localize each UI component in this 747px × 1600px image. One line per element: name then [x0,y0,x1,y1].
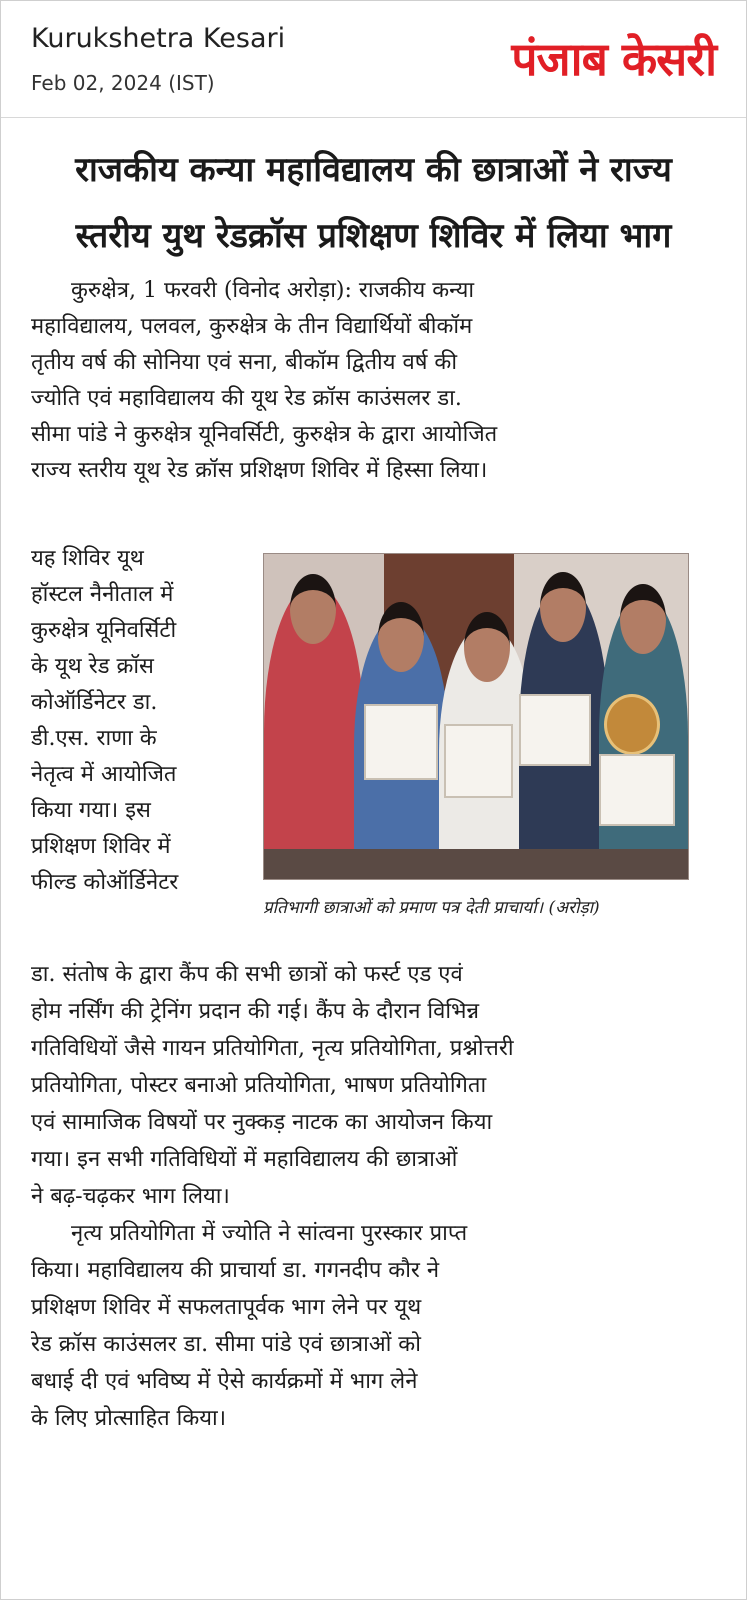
person-head [540,572,586,642]
paragraph-line: रेड क्रॉस काउंसलर डा. सीमा पांडे एवं छात्राओं को [31,1332,421,1357]
newspaper-logo: पंजाब केसरी [511,32,716,86]
headline-line-2: स्तरीय युथ रेडक्रॉस प्रशिक्षण शिविर में लिया भाग [75,216,672,256]
paragraph-line: किया गया। इस [31,798,151,823]
paragraph-line: नृत्य प्रतियोगिता में ज्योति ने सांत्वना पुरस्कार प्राप्त [71,1221,468,1246]
paragraph-line: कुरुक्षेत्र, 1 फरवरी (विनोद अरोड़ा): राजकीय कन्या [71,278,475,303]
person-head [464,612,510,682]
paragraph-line: होम नर्सिंग की ट्रेनिंग प्रदान की गई। कैंप के दौरान विभिन्न [31,999,480,1024]
headline-line-1: राजकीय कन्या महाविद्यालय की छात्राओं ने राज्य [75,150,672,190]
paragraph-line: तृतीय वर्ष की सोनिया एवं सना, बीकॉम द्वितीय वर्ष की [31,350,458,375]
paragraph-line: कुरुक्षेत्र यूनिवर्सिटी [31,618,177,643]
person-head [290,574,336,644]
paragraph-line: डा. संतोष के द्वारा कैंप की सभी छात्रों को फर्स्ट एड एवं [31,962,463,987]
paragraph-line: गतिविधियों जैसे गायन प्रतियोगिता, नृत्य प्रतियोगिता, प्रश्नोत्तरी [31,1036,514,1061]
article-photo [263,553,689,880]
certificate [364,704,438,780]
paragraph-line: गया। इन सभी गतिविधियों में महाविद्यालय की छात्राओं [31,1147,458,1172]
paragraph-line: राज्य स्तरीय यूथ रेड क्रॉस प्रशिक्षण शिविर में हिस्सा लिया। [31,458,488,483]
paragraph-line: प्रशिक्षण शिविर में [31,834,171,859]
table-edge [264,849,688,879]
article-paragraph-2-narrow [31,541,243,901]
person-head [378,602,424,672]
paragraph-line: डी.एस. राणा के [31,726,157,751]
award-plaque [604,694,660,755]
paragraph-line: ज्योति एवं महाविद्यालय की यूथ रेड क्रॉस काउंसलर डा. [31,386,462,411]
paragraph-line: प्रशिक्षण शिविर में सफलतापूर्वक भाग लेने पर यूथ [31,1295,422,1320]
paragraph-line: फील्ड कोऑर्डिनेटर [31,870,179,895]
paragraph-line: के यूथ रेड क्रॉस [31,654,154,679]
paragraph-line: नेतृत्व में आयोजित [31,762,177,787]
certificate [444,724,513,798]
certificate [519,694,591,766]
paragraph-line: यह शिविर यूथ [31,546,144,571]
paragraph-line: कोऑर्डिनेटर डा. [31,690,158,715]
paragraph-line: किया। महाविद्यालय की प्राचार्या डा. गगनदीप कौर ने [31,1258,440,1283]
paragraph-line: के लिए प्रोत्साहित किया। [31,1406,227,1431]
photo-caption: प्रतिभागी छात्राओं को प्रमाण पत्र देती प्राचार्या। (अरोड़ा) [263,898,600,918]
article-lower-text [31,956,721,1437]
person-head [620,584,666,654]
paragraph-line: सीमा पांडे ने कुरुक्षेत्र यूनिवर्सिटी, कुरुक्षेत्र के द्वारा आयोजित [31,422,498,447]
paragraph-line: हॉस्टल नैनीताल में [31,582,174,607]
certificate [599,754,675,826]
publication-name: Kurukshetra Kesari [31,23,286,54]
paragraph-line: ने बढ़-चढ़कर भाग लिया। [31,1184,230,1209]
publication-date: Feb 02, 2024 (IST) [31,71,215,95]
clipping-header [1,1,746,118]
article-paragraph-1 [31,273,721,489]
paragraph-line: एवं सामाजिक विषयों पर नुक्कड़ नाटक का आयोजन किया [31,1110,493,1135]
article-headline [1,137,746,269]
paragraph-line: प्रतियोगिता, पोस्टर बनाओ प्रतियोगिता, भाषण प्रतियोगिता [31,1073,487,1098]
paragraph-line: महाविद्यालय, पलवल, कुरुक्षेत्र के तीन विद्यार्थियों बीकॉम [31,314,473,339]
paragraph-line: बधाई दी एवं भविष्य में ऐसे कार्यक्रमों में भाग लेने [31,1369,418,1394]
